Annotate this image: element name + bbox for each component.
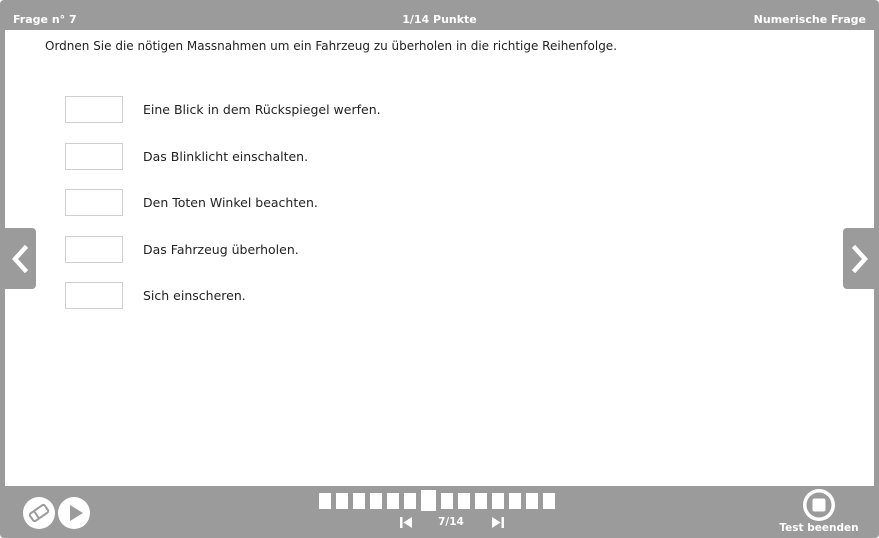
progress-segment-9[interactable] bbox=[458, 493, 470, 509]
answer-row bbox=[65, 96, 765, 124]
skip-last-icon bbox=[490, 514, 506, 530]
answer-label: Das Fahrzeug überholen. bbox=[143, 242, 299, 257]
progress-segment-6[interactable] bbox=[404, 493, 416, 509]
question-number: Frage n° 7 bbox=[13, 13, 77, 26]
progress-segment-5[interactable] bbox=[387, 493, 399, 509]
answer-row bbox=[65, 143, 765, 171]
play-icon bbox=[58, 497, 90, 529]
question-panel bbox=[5, 30, 874, 486]
skip-first-icon bbox=[398, 514, 414, 530]
answer-label: Sich einscheren. bbox=[143, 288, 246, 303]
progress-segment-14[interactable] bbox=[543, 493, 555, 509]
order-input-4[interactable] bbox=[65, 236, 123, 263]
first-question-button[interactable] bbox=[398, 514, 414, 530]
chevron-right-icon bbox=[849, 245, 871, 273]
progress-segment-4[interactable] bbox=[370, 493, 382, 509]
answer-label: Eine Blick in dem Rückspiegel werfen. bbox=[143, 102, 381, 117]
question-type: Numerische Frage bbox=[753, 13, 866, 26]
progress-segment-11[interactable] bbox=[492, 493, 504, 509]
answer-row bbox=[65, 236, 765, 264]
order-input-1[interactable] bbox=[65, 96, 123, 123]
eraser-button[interactable] bbox=[23, 497, 55, 529]
order-input-5[interactable] bbox=[65, 282, 123, 309]
stop-icon bbox=[803, 489, 835, 521]
eraser-icon bbox=[23, 497, 55, 529]
progress-segment-10[interactable] bbox=[475, 493, 487, 509]
header-bar bbox=[0, 0, 879, 30]
progress-segment-7[interactable] bbox=[421, 490, 436, 511]
progress-segment-3[interactable] bbox=[353, 493, 365, 509]
order-input-3[interactable] bbox=[65, 189, 123, 216]
answer-label: Den Toten Winkel beachten. bbox=[143, 195, 318, 210]
progress-segment-1[interactable] bbox=[319, 493, 331, 509]
last-question-button[interactable] bbox=[490, 514, 506, 530]
answer-row bbox=[65, 282, 765, 310]
order-input-2[interactable] bbox=[65, 143, 123, 170]
end-test-label: Test beenden bbox=[779, 522, 859, 534]
play-button[interactable] bbox=[58, 497, 90, 529]
progress-segment-12[interactable] bbox=[509, 493, 521, 509]
previous-question-button[interactable] bbox=[3, 228, 36, 289]
page-indicator: 7/14 bbox=[438, 516, 464, 528]
question-text: Ordnen Sie die nötigen Massnahmen um ein Fahrzeug zu überholen in die richtige Reihenfolge. bbox=[45, 39, 618, 53]
progress-segment-13[interactable] bbox=[526, 493, 538, 509]
footer-bar bbox=[0, 486, 879, 538]
points-display: 1/14 Punkte bbox=[402, 13, 477, 26]
answer-row bbox=[65, 189, 765, 217]
next-question-button[interactable] bbox=[843, 228, 876, 289]
progress-segment-8[interactable] bbox=[441, 493, 453, 509]
chevron-left-icon bbox=[9, 245, 31, 273]
progress-segment-2[interactable] bbox=[336, 493, 348, 509]
end-test-button[interactable] bbox=[776, 489, 862, 535]
answer-label: Das Blinklicht einschalten. bbox=[143, 149, 309, 164]
